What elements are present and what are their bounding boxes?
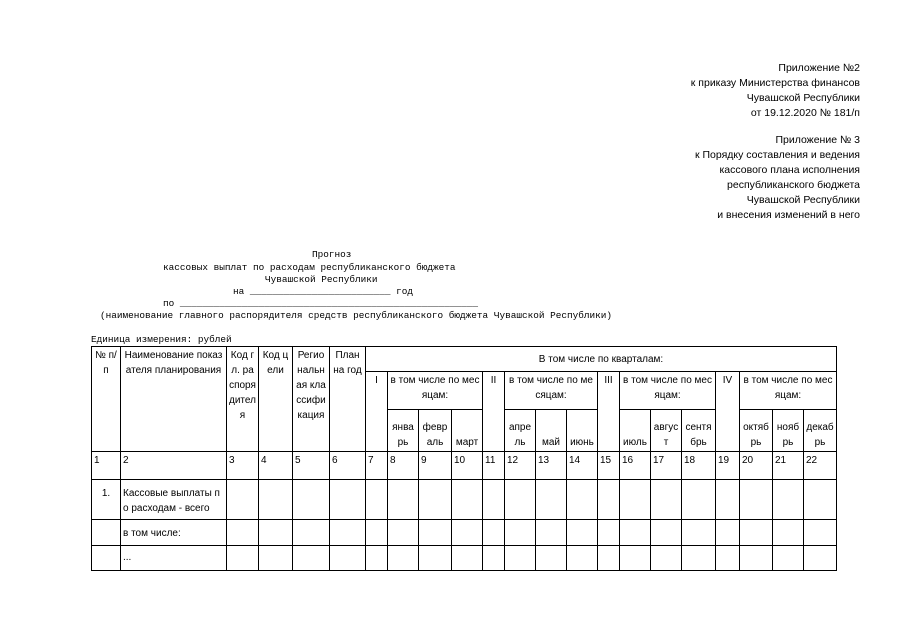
header-plan: План на год <box>330 347 366 452</box>
doc-title: Прогноз <box>312 249 352 260</box>
month-header: июнь <box>567 410 598 452</box>
header-q1-months: в том числе по месяцам: <box>388 372 483 410</box>
column-number: 1 <box>92 452 121 480</box>
month-header: май <box>536 410 567 452</box>
distributor-caption: (наименование главного распорядителя средств республиканского бюджета Чувашской Республики) <box>100 310 612 321</box>
column-number: 2 <box>121 452 227 480</box>
header-no: № п/п <box>92 347 121 452</box>
month-header: апрель <box>505 410 536 452</box>
header-name: Наименование показателя планирования <box>121 347 227 452</box>
column-number: 10 <box>452 452 483 480</box>
unit-label: Единица измерения: рублей <box>91 334 232 345</box>
header-kod-tseli: Код цели <box>259 347 293 452</box>
header-q1: I <box>366 372 388 452</box>
column-number: 9 <box>419 452 452 480</box>
month-header: декабрь <box>804 410 837 452</box>
column-number: 8 <box>388 452 419 480</box>
column-number: 20 <box>740 452 773 480</box>
header-q2-months: в том числе по месяцам: <box>505 372 598 410</box>
column-number: 21 <box>773 452 804 480</box>
header-region: Региональная классификация <box>293 347 330 452</box>
column-number: 6 <box>330 452 366 480</box>
column-number: 3 <box>227 452 259 480</box>
row-number <box>92 546 121 571</box>
month-header: сентябрь <box>682 410 716 452</box>
distributor-field: по _____________________________________________________ <box>163 298 479 309</box>
column-number: 11 <box>483 452 505 480</box>
forecast-table <box>91 346 837 571</box>
appendix-line: от 19.12.2020 № 181/п <box>750 107 860 119</box>
appendix-line: Приложение № 3 <box>775 134 860 146</box>
month-header: март <box>452 410 483 452</box>
doc-subtitle: кассовых выплат по расходам республиканского бюджета <box>163 262 456 273</box>
row-name: Кассовые выплаты по расходам - всего <box>121 480 227 520</box>
appendix-block <box>560 61 860 223</box>
header-kod-gl: Код гл. распорядителя <box>227 347 259 452</box>
month-header: январь <box>388 410 419 452</box>
row-number <box>92 520 121 546</box>
doc-subtitle-region: Чувашской Республики <box>265 274 378 285</box>
table-row <box>92 546 837 571</box>
row-name: в том числе: <box>121 520 227 546</box>
header-q4-months: в том числе по месяцам: <box>740 372 837 410</box>
column-number: 17 <box>651 452 682 480</box>
month-header: октябрь <box>740 410 773 452</box>
appendix-line: и внесения изменений в него <box>717 209 860 221</box>
column-number: 4 <box>259 452 293 480</box>
appendix-line: республиканского бюджета <box>727 179 860 191</box>
column-number: 13 <box>536 452 567 480</box>
column-number: 18 <box>682 452 716 480</box>
column-number: 7 <box>366 452 388 480</box>
year-field: на _________________________ год <box>233 286 414 297</box>
month-header: август <box>651 410 682 452</box>
column-number: 14 <box>567 452 598 480</box>
month-header: ноябрь <box>773 410 804 452</box>
column-number: 15 <box>598 452 620 480</box>
appendix-line: Приложение №2 <box>778 62 860 74</box>
header-quarters: В том числе по кварталам: <box>366 347 837 372</box>
table-row <box>92 480 837 520</box>
column-number: 22 <box>804 452 837 480</box>
appendix-spacer <box>560 121 860 133</box>
month-header: июль <box>620 410 651 452</box>
appendix-line: кассового плана исполнения <box>719 164 860 176</box>
column-number: 19 <box>716 452 740 480</box>
row-number: 1. <box>92 480 121 520</box>
table-row <box>92 520 837 546</box>
appendix-line: к Порядку составления и ведения <box>694 149 860 161</box>
appendix-line: к приказу Министерства финансов <box>690 77 860 89</box>
column-number: 5 <box>293 452 330 480</box>
month-header: февраль <box>419 410 452 452</box>
appendix-line: Чувашской Республики <box>746 92 860 104</box>
header-q4: IV <box>716 372 740 452</box>
appendix-line: Чувашской Республики <box>746 194 860 206</box>
column-number: 16 <box>620 452 651 480</box>
row-name: ... <box>121 546 227 571</box>
header-q2: II <box>483 372 505 452</box>
column-number: 12 <box>505 452 536 480</box>
header-q3: III <box>598 372 620 452</box>
header-q3-months: в том числе по месяцам: <box>620 372 716 410</box>
